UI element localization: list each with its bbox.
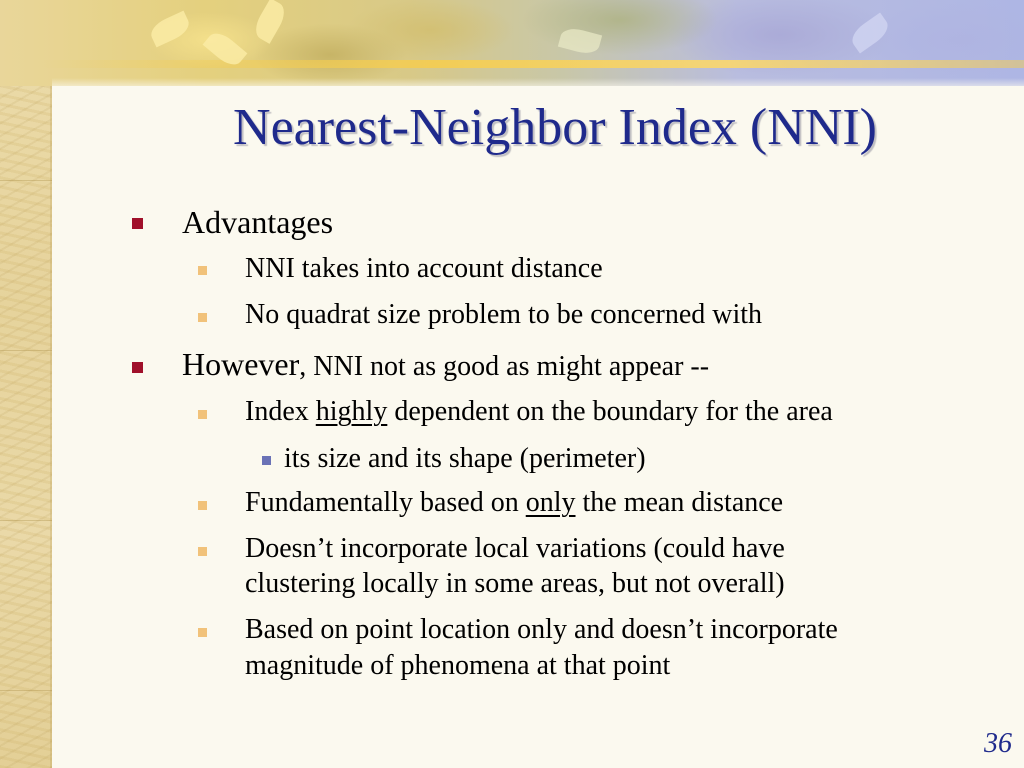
however-point-mean (245, 487, 783, 519)
underlined-word: highly (315, 396, 388, 427)
however-point-local-line2: clustering locally in some areas, but not overall) (245, 568, 785, 599)
level3-bullet (262, 456, 271, 465)
advantage-item: No quadrat size problem to be concerned with (245, 299, 763, 330)
level2-bullet (198, 410, 207, 419)
text-segment: Index (245, 396, 316, 427)
underlined-word: only (525, 487, 576, 518)
text-segment: dependent on the boundary for the area (387, 396, 833, 427)
level2-bullet (198, 266, 207, 275)
level2-bullet (198, 628, 207, 637)
text-segment: Fundamentally based on (245, 487, 526, 518)
however-point-magnitude-line1: Based on point location only and doesn’t incorporate (245, 614, 838, 645)
however-point-local-line1: Doesn’t incorporate local variations (could have (245, 533, 785, 564)
advantage-item: NNI takes into account distance (245, 253, 603, 284)
advantages-heading: Advantages (182, 204, 334, 240)
however-point-magnitude-line2: magnitude of phenomena at that point (245, 650, 671, 681)
however-rest: , NNI not as good as might appear -- (299, 351, 710, 382)
however-point-boundary (245, 396, 833, 428)
level2-bullet (198, 501, 207, 510)
text-segment: the mean distance (575, 487, 784, 518)
level2-bullet (198, 547, 207, 556)
page-number: 36 (984, 728, 1012, 759)
however-heading (182, 346, 709, 383)
however-lead: However (182, 346, 300, 382)
level2-bullet (198, 313, 207, 322)
however-subpoint: its size and its shape (perimeter) (284, 443, 646, 474)
slide-title: Nearest-Neighbor Index (NNI) (233, 99, 877, 156)
level1-bullet (132, 218, 143, 229)
level1-bullet (132, 362, 143, 373)
